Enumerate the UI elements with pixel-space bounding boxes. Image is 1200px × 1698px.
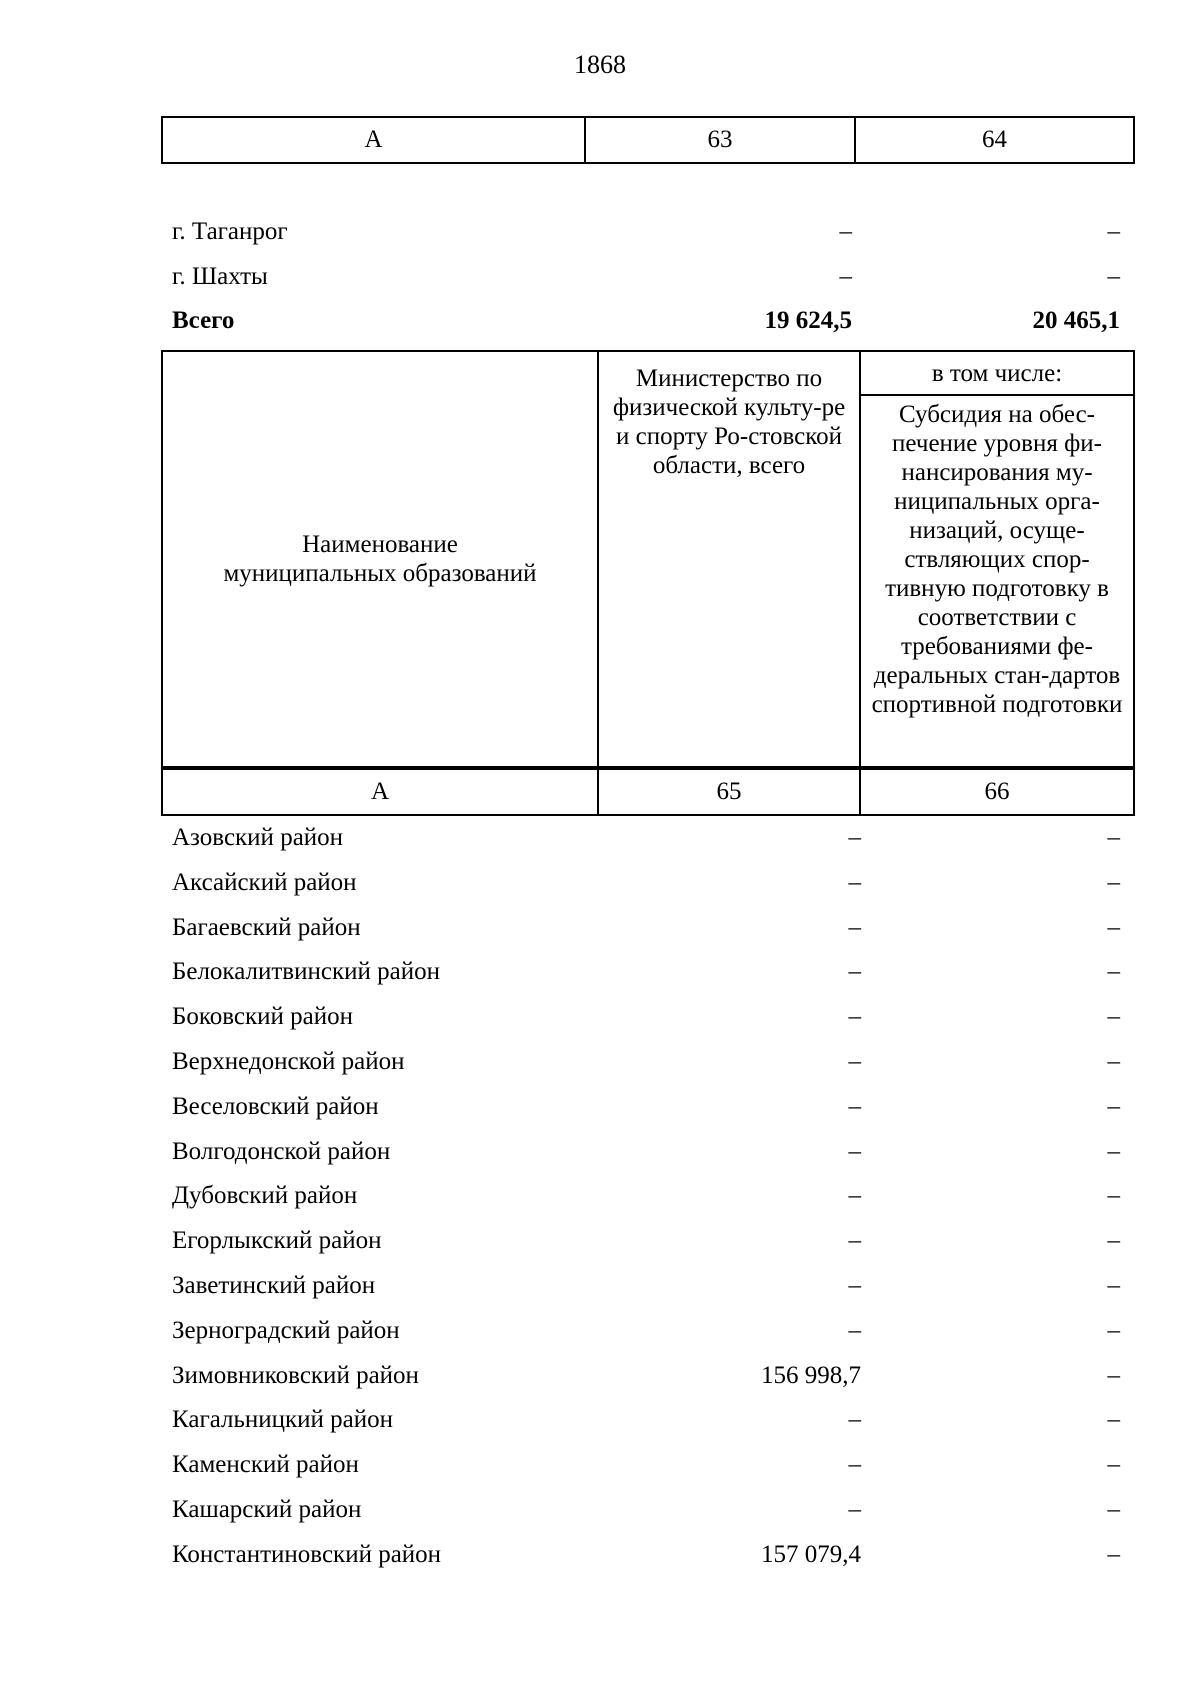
row-name: Веселовский район <box>172 1092 379 1120</box>
row-value-ministry: – <box>848 1003 861 1031</box>
row-value-ministry: – <box>848 1092 861 1120</box>
table-row <box>0 1533 1200 1578</box>
row-value-ministry: – <box>848 1182 861 1210</box>
table-row <box>0 906 1200 951</box>
row-value-subsidy: – <box>1107 1092 1120 1120</box>
table-row <box>0 1264 1200 1309</box>
row-value-ministry: – <box>848 1047 861 1075</box>
row-value-subsidy: – <box>1107 218 1120 245</box>
row-value-subsidy: – <box>1107 1540 1120 1568</box>
row-value-subsidy: – <box>1107 958 1120 986</box>
row-name: Зерноградский район <box>172 1316 400 1344</box>
table-row <box>0 210 1200 255</box>
row-value-ministry: 19 624,5 <box>764 307 852 334</box>
row-value-ministry: – <box>848 1451 861 1479</box>
row-name: Аксайский район <box>172 868 357 896</box>
row-name: Волгодонской район <box>172 1137 391 1165</box>
row-value-subsidy: – <box>1107 1003 1120 1031</box>
table-row <box>0 816 1200 861</box>
column-index-a: А <box>162 769 598 815</box>
row-value-ministry: – <box>848 868 861 896</box>
header-ministry-total: Министерство по физической культу-ре и спорту Ро-стовской области, всего <box>598 351 860 767</box>
row-value-subsidy: – <box>1107 1047 1120 1075</box>
row-name: Боковский район <box>172 1003 353 1031</box>
column-index-a: А <box>162 117 585 163</box>
row-value-subsidy: – <box>1107 868 1120 896</box>
row-value-subsidy: – <box>1107 1182 1120 1210</box>
row-name: Кагальницкий район <box>172 1406 394 1434</box>
row-value-ministry: – <box>848 958 861 986</box>
row-name: Азовский район <box>172 824 344 851</box>
column-index-header <box>161 768 1135 816</box>
table-row <box>0 1040 1200 1085</box>
table-row <box>0 299 1200 344</box>
column-index-63: 63 <box>585 117 855 163</box>
table-row <box>0 861 1200 906</box>
table-row <box>0 1309 1200 1354</box>
table-row <box>0 1488 1200 1533</box>
row-value-subsidy: – <box>1107 1495 1120 1523</box>
row-value-ministry: – <box>848 913 861 941</box>
row-name: г. Таганрог <box>172 218 288 245</box>
table-row <box>0 1443 1200 1488</box>
column-index-header-top <box>161 116 1135 164</box>
top-rows-list <box>0 210 1200 344</box>
header-municipality-name: Наименование муниципальных образований <box>162 351 598 767</box>
row-name: Верхнедонской район <box>172 1047 405 1075</box>
header-subsidy-text: Субсидия на обес-печение уровня фи-нансирования му-ниципальных орга-низаций, осуще-ствляющих спор-тивную подготовку в соответствии с требованиями фе-деральных стан-дартов спортивной подготовки <box>871 401 1123 718</box>
header-including: в том числе: <box>860 351 1134 395</box>
page-number: 1868 <box>574 50 626 79</box>
row-value-ministry: – <box>839 218 852 245</box>
row-name: Заветинский район <box>172 1271 376 1299</box>
row-name: Багаевский район <box>172 913 361 941</box>
row-value-subsidy: – <box>1107 824 1120 851</box>
header-subsidy <box>860 395 1134 767</box>
row-value-subsidy: – <box>1107 1227 1120 1255</box>
row-value-subsidy: – <box>1107 262 1120 290</box>
table-row <box>0 1085 1200 1130</box>
row-value-ministry: – <box>848 1316 861 1344</box>
row-value-ministry: – <box>848 1495 861 1523</box>
row-value-ministry: – <box>848 824 861 851</box>
table-row <box>0 1130 1200 1175</box>
table-row <box>0 1354 1200 1399</box>
row-value-subsidy: – <box>1107 1271 1120 1299</box>
row-name: Всего <box>172 307 235 334</box>
column-index-64: 64 <box>855 117 1134 163</box>
column-index-65: 65 <box>598 769 860 815</box>
row-value-ministry: – <box>839 262 852 290</box>
row-value-subsidy: – <box>1107 913 1120 941</box>
row-value-subsidy: – <box>1107 1451 1120 1479</box>
row-name: г. Шахты <box>172 262 268 290</box>
row-value-subsidy: – <box>1107 1316 1120 1344</box>
table-row <box>0 1398 1200 1443</box>
table-header-row <box>162 351 1134 395</box>
table-row <box>0 950 1200 995</box>
row-value-ministry: – <box>848 1406 861 1434</box>
row-name: Кашарский район <box>172 1495 362 1523</box>
row-name: Белокалитвинский район <box>172 958 440 986</box>
row-value-subsidy: – <box>1107 1361 1120 1389</box>
row-name: Дубовский район <box>172 1182 358 1210</box>
table-row <box>0 995 1200 1040</box>
table-row <box>0 1174 1200 1219</box>
row-value-ministry: – <box>848 1137 861 1165</box>
table-row <box>162 769 1134 815</box>
table-row <box>0 255 1200 300</box>
municipality-rows-list <box>0 816 1200 1578</box>
row-value-ministry: – <box>848 1227 861 1255</box>
row-value-subsidy: 20 465,1 <box>1032 307 1120 334</box>
table-row <box>0 1219 1200 1264</box>
row-value-subsidy: – <box>1107 1137 1120 1165</box>
row-value-subsidy: – <box>1107 1406 1120 1434</box>
table-header <box>161 350 1135 768</box>
row-name: Егорлыкский район <box>172 1227 382 1255</box>
row-name: Зимовниковский район <box>172 1361 419 1389</box>
row-name: Константиновский район <box>172 1540 442 1568</box>
row-value-ministry: 156 998,7 <box>761 1361 861 1389</box>
table-row <box>162 117 1134 163</box>
row-value-ministry: 157 079,4 <box>761 1540 861 1568</box>
row-value-ministry: – <box>848 1271 861 1299</box>
column-index-66: 66 <box>860 769 1134 815</box>
row-name: Каменский район <box>172 1451 359 1479</box>
